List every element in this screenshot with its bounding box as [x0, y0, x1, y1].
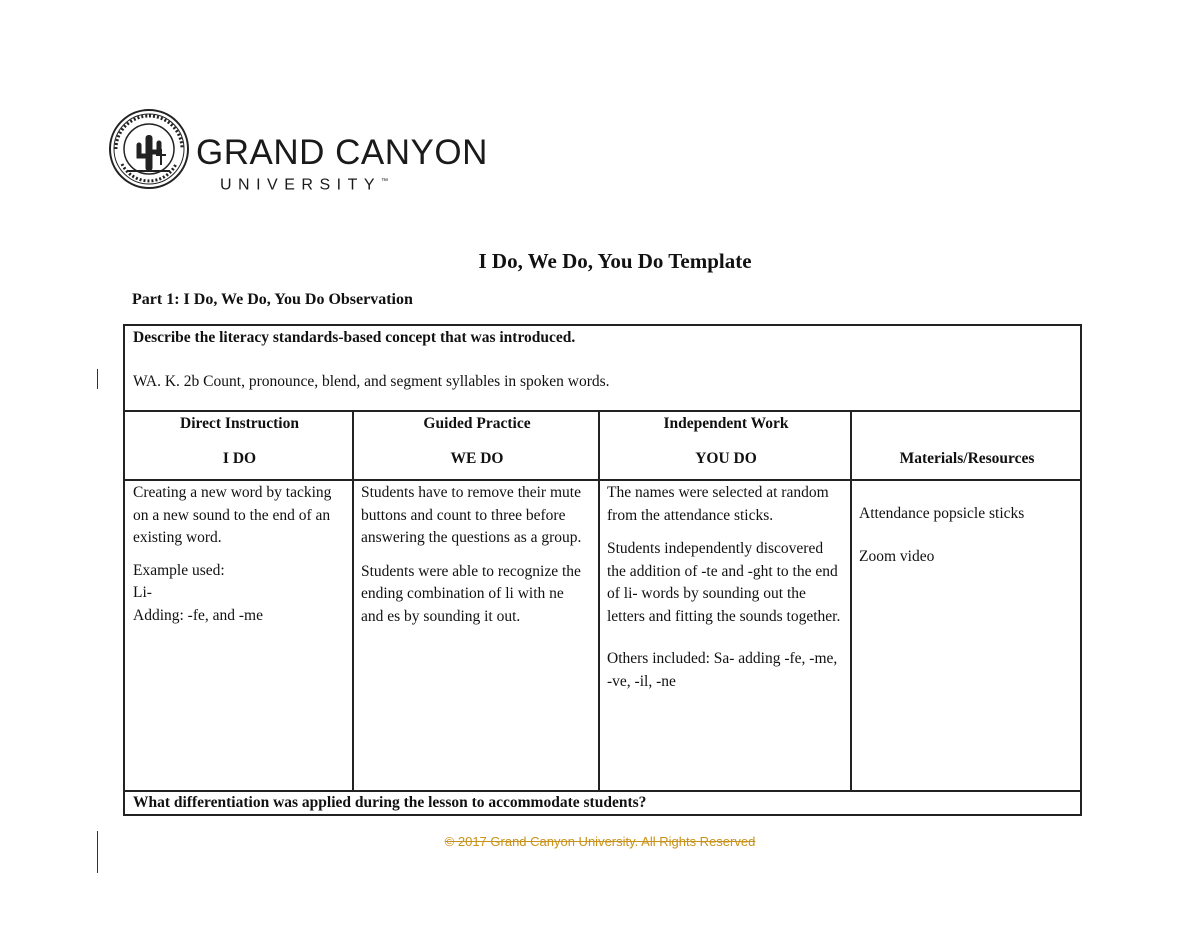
table-rule: [125, 479, 1080, 481]
material-item: Attendance popsicle sticks: [859, 505, 1025, 522]
text-cursor: [97, 369, 98, 389]
observation-table: [123, 324, 1082, 816]
i-do-example-word: Li-: [133, 584, 152, 601]
part-title: Part 1: I Do, We Do, You Do Observation: [132, 291, 413, 308]
logo-university-text: UNIVERSITY: [220, 176, 382, 194]
header-direct-instruction: Direct Instruction: [180, 415, 299, 432]
you-do-selection: The names were selected at random from the attendance sticks.: [607, 484, 829, 524]
header-i-do: I DO: [222, 450, 257, 467]
header-you-do: YOU DO: [695, 450, 757, 467]
you-do-others: Others included: Sa- adding -fe, -me, -ve, -il, -ne: [607, 650, 838, 690]
paragraph-gap: [607, 628, 845, 648]
saguaro-cactus-cross-seal-icon: [108, 108, 190, 190]
university-wordmark: [196, 134, 488, 195]
differentiation-question: What differentiation was applied during the lesson to accommodate students?: [133, 794, 647, 811]
i-do-content: [133, 482, 345, 627]
page-title: I Do, We Do, You Do Template: [478, 249, 752, 273]
header-materials-resources: Materials/Resources: [899, 450, 1035, 467]
i-do-example-endings: Adding: -fe, and -me: [133, 606, 263, 624]
you-do-discovery: Students independently discovered the addition of -te and -ght to the end of li- words by sounding out the letters and fitting the sounds together.: [607, 540, 841, 625]
paragraph-gap: [361, 550, 589, 561]
header-we-do: WE DO: [450, 450, 504, 467]
i-do-description: Creating a new word by tacking on a new sound to the end of an existing word.: [133, 484, 332, 546]
logo-name-line1: GRAND CANYON: [196, 133, 488, 172]
copyright-footer: © 2017 Grand Canyon University. All Rights Reserved: [444, 834, 756, 849]
material-item: Zoom video: [859, 547, 935, 565]
concept-question: Describe the literacy standards-based concept that was introduced.: [133, 329, 576, 346]
university-logo: [108, 108, 488, 194]
we-do-description: Students have to remove their mute buttons and count to three before answering the questions as a group.: [361, 484, 582, 546]
we-do-content: [361, 482, 589, 628]
we-do-result: Students were able to recognize the ending combination of li with ne and es by sounding it out.: [361, 562, 581, 625]
concept-answer: WA. K. 2b Count, pronounce, blend, and segment syllables in spoken words.: [133, 373, 610, 390]
paragraph-gap: [133, 550, 345, 560]
you-do-content: [607, 482, 845, 693]
header-independent-work: Independent Work: [663, 415, 789, 432]
materials-content: [859, 503, 1077, 568]
header-guided-practice: Guided Practice: [423, 415, 531, 432]
paragraph-gap: [607, 527, 845, 538]
logo-name-line2: [220, 172, 488, 195]
paragraph-gap: [859, 526, 1077, 546]
i-do-example-label: Example used:: [133, 561, 225, 579]
trademark-symbol: ™: [381, 178, 389, 185]
table-rule: [125, 410, 1080, 412]
